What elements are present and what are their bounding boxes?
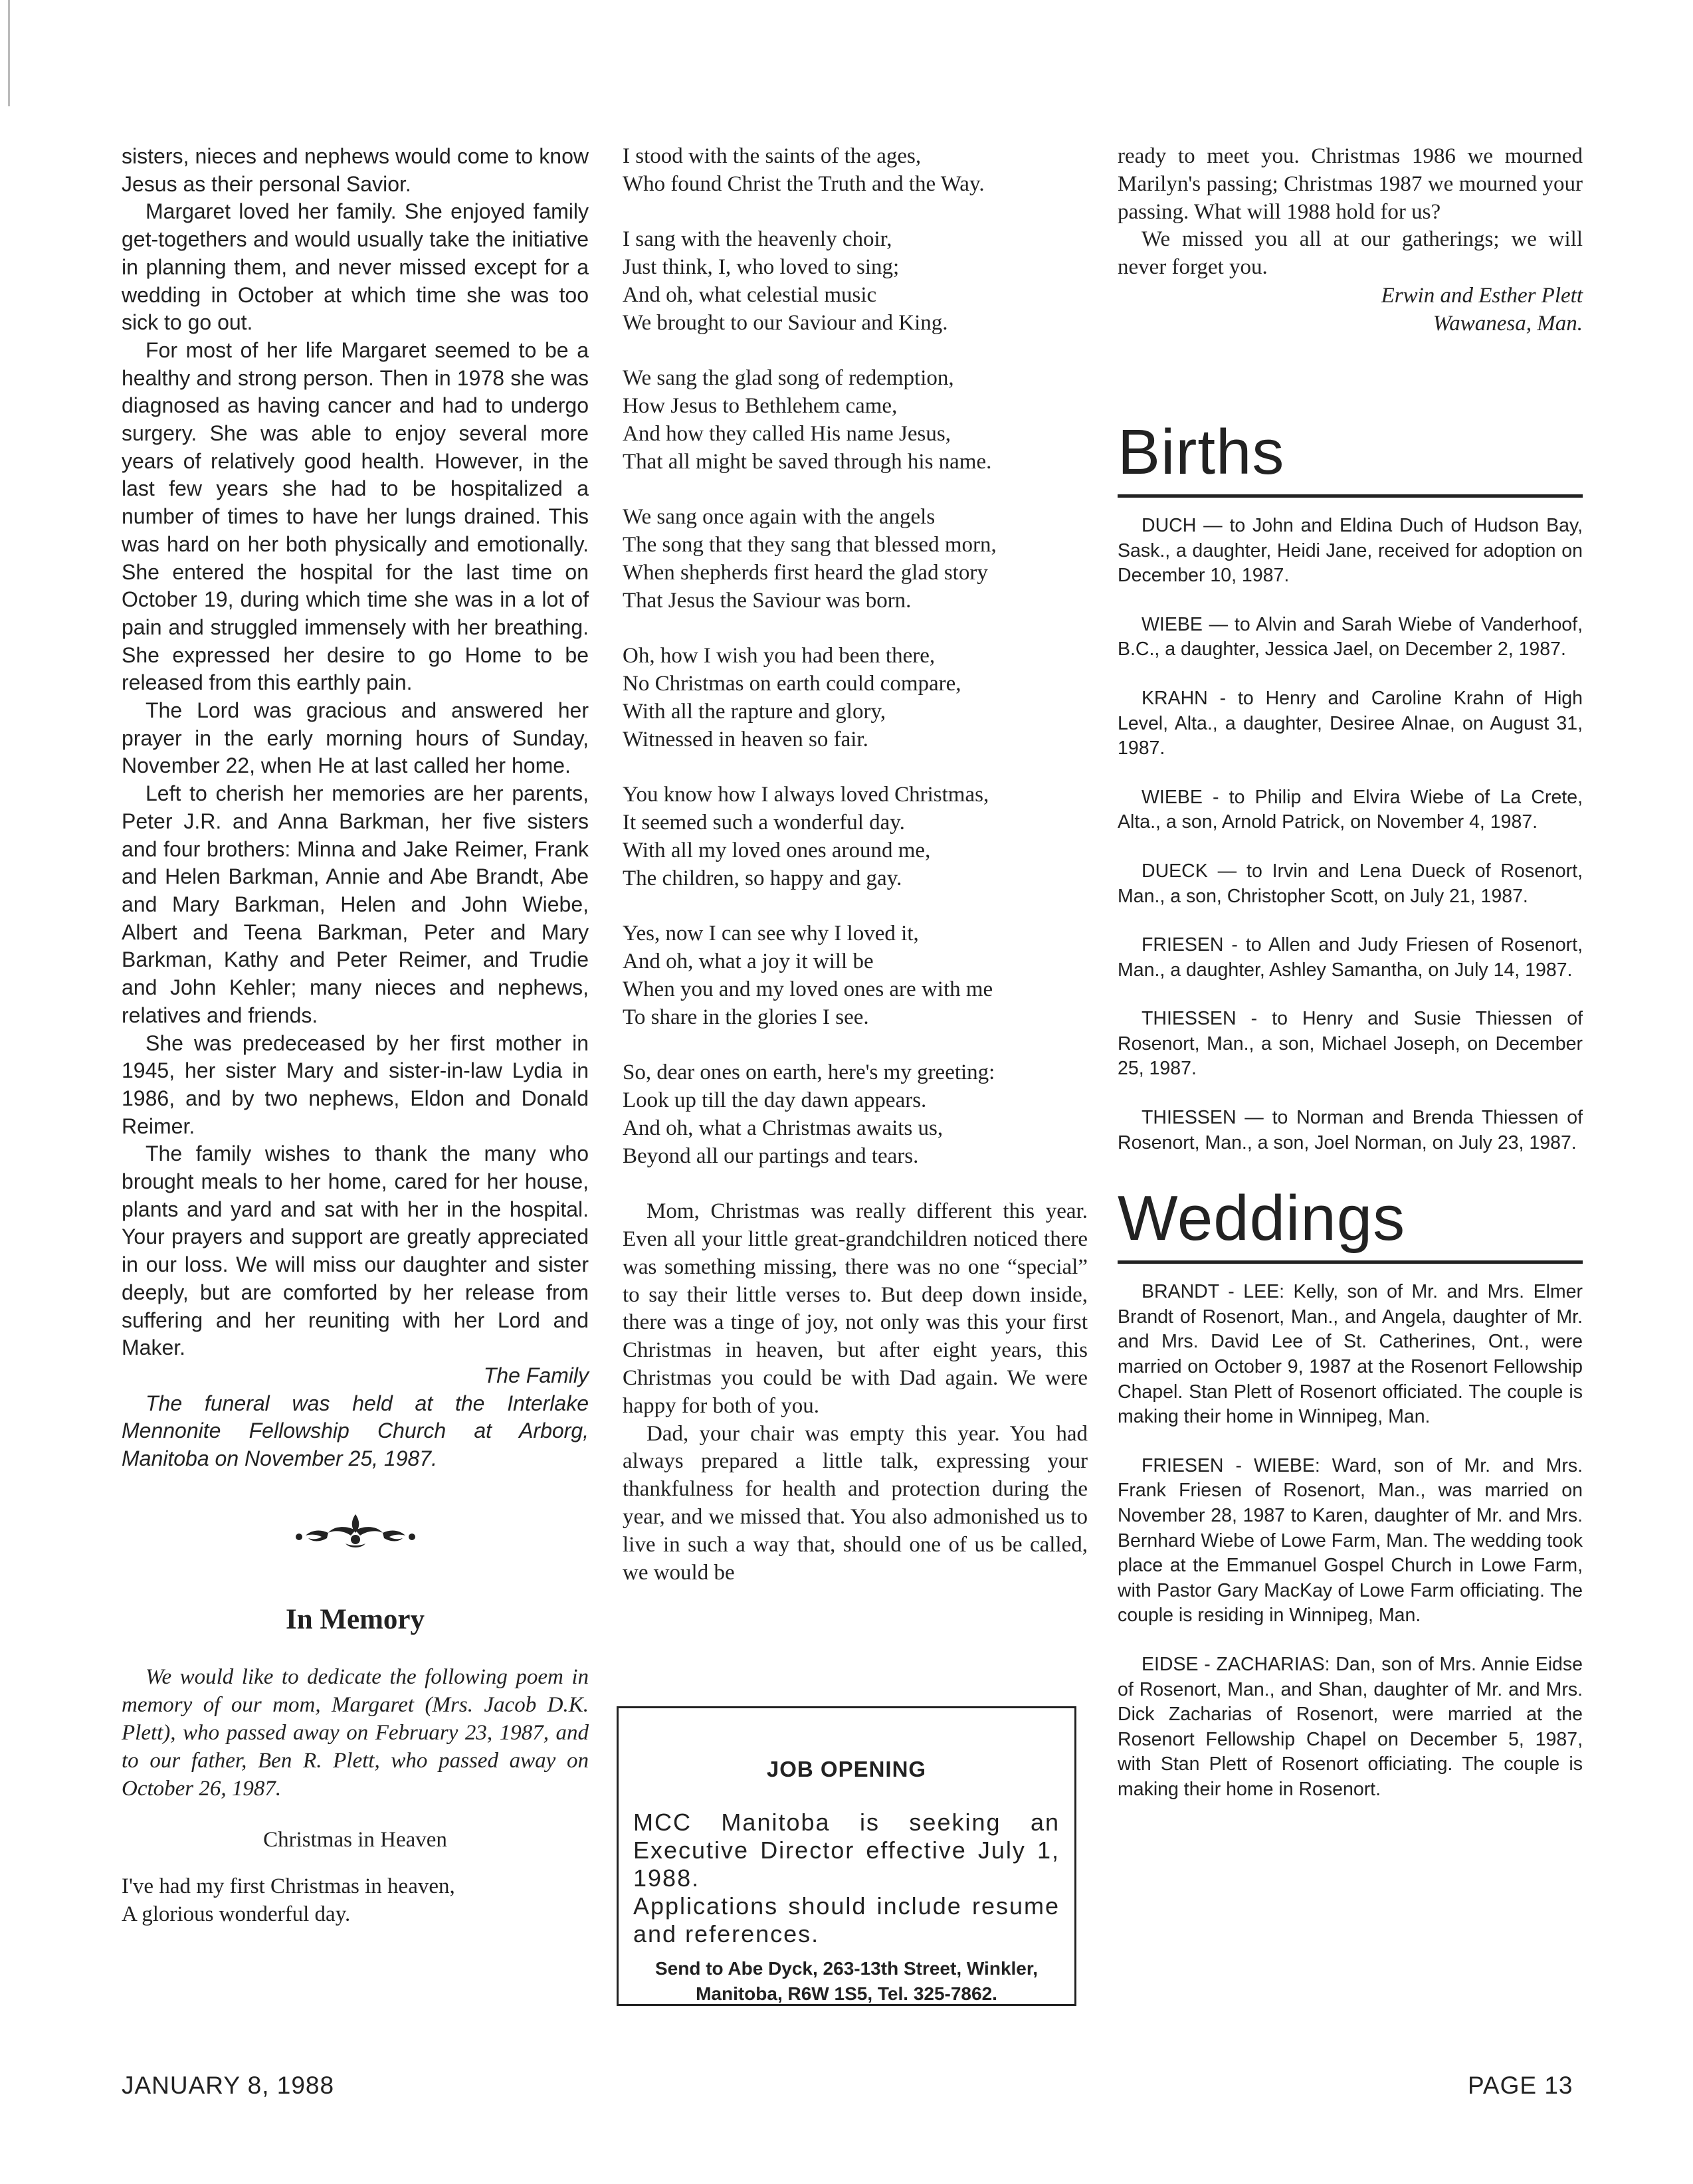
- poem-stanza: [623, 781, 1088, 892]
- birth-entry: THIESSEN - to Henry and Susie Thiessen of Rosenort, Man., a son, Michael Joseph, on December 25, 1987.: [1118, 1008, 1583, 1080]
- poem-line: You know how I always loved Christmas,: [623, 783, 989, 807]
- poem-line: It seemed such a wonderful day.: [623, 811, 905, 835]
- poem-line: We brought to our Saviour and King.: [623, 310, 948, 335]
- poem-line: And oh, what celestial music: [623, 282, 877, 307]
- letter-paragraph: Mom, Christmas was really different this year. Even all your little great-grandchildren noticed there was something missing, there was no one “special” to say their little verses to. But deep down inside, there was a tinge of joy, not only was this your first Christmas in heaven, but after eight years, this Christmas you could be with Dad again. We were happy for both of you.: [623, 1199, 1088, 1418]
- obituary-paragraph: She was predeceased by her first mother in 1945, her sister Mary and sister-in-law Lydia in 1986, and by two nephews, Eldon and Donald Reimer.: [122, 1031, 589, 1138]
- poem-line: How Jesus to Bethlehem came,: [623, 394, 898, 419]
- birth-entry: DUCH — to John and Eldina Duch of Hudson Bay, Sask., a daughter, Heidi Jane, received for adoption on December 10, 1987.: [1118, 514, 1583, 587]
- birth-entry: THIESSEN — to Norman and Brenda Thiessen of Rosenort, Man., a son, Joel Norman, on July 23, 1987.: [1118, 1107, 1583, 1153]
- poem-line: Just think, I, who loved to sing;: [623, 255, 900, 280]
- birth-entry: FRIESEN - to Allen and Judy Friesen of Rosenort, Man., a daughter, Ashley Samantha, on July 14, 1987.: [1118, 934, 1583, 981]
- poem-title: Christmas in Heaven: [263, 1828, 447, 1852]
- obituary-paragraph: sisters, nieces and nephews would come to know Jesus as their personal Savior.: [122, 144, 589, 196]
- poem-line: We sang once again with the angels: [623, 505, 936, 530]
- obituary-paragraph: Margaret loved her family. She enjoyed family get-togethers and would usually take the initiative in planning them, and never missed except for a wedding in October at which time she was too sick to go out.: [122, 199, 589, 335]
- wedding-entry: FRIESEN - WIEBE: Ward, son of Mr. and Mrs. Frank Friesen of Rosenort, Man., was married on November 28, 1987 to Karen, daughter of Mr. and Mrs. Bernhard Wiebe of Lowe Farm, Man. The wedding took place at the Emmanuel Gospel Church in Lowe Farm, with Pastor Gary MacKay of Lowe Farm officiating. The couple is residing in Winnipeg, Man.: [1118, 1454, 1583, 1627]
- funeral-note: The funeral was held at the Interlake Mennonite Fellowship Church at Arborg, Manitoba on November 25, 1987.: [122, 1391, 589, 1471]
- announcements-column: [1118, 143, 1583, 1827]
- obituary-paragraph: For most of her life Margaret seemed to be a healthy and strong person. Then in 1978 she was diagnosed as having cancer and had to undergo surgery. She was able to enjoy several more years of relatively good health. However, in the last few years she had to be hospitalized a number of times to have her lungs drained. This was hard on her both physically and emotionally. She entered the hospital for the last time on October 19, during which time she was in a lot of pain and struggled immensely with her breathing. She expressed her desire to go Home to be released from this earthly pain.: [122, 338, 589, 695]
- poem-line: Yes, now I can see why I loved it,: [623, 922, 919, 946]
- birth-entry: KRAHN - to Henry and Caroline Krahn of High Level, Alta., a daughter, Desiree Alnae, on August 31, 1987.: [1118, 687, 1583, 759]
- poem-line: I stood with the saints of the ages,: [623, 144, 922, 168]
- poem-line: No Christmas on earth could compare,: [623, 672, 961, 696]
- wedding-entry: EIDSE - ZACHARIAS: Dan, son of Mrs. Annie Eidse of Rosenort, Man., and Shan, daughter of Mr. and Mrs. Dick Zacharias of Rosenort, were married at the Rosenort Fellowship Chapel on December 5, 1987, with Stan Plett of Rosenort officiating. The couple is making their home in Rosenort.: [1118, 1653, 1583, 1800]
- obituary-paragraph: The family wishes to thank the many who brought meals to her home, cared for her house, plants and yard and sat with her in the hospital. Your prayers and support are greatly appreciated in our loss. We will miss our daughter and sister deeply, but are comforted by her release from suffering and her reuniting with her Lord and Maker.: [122, 1142, 589, 1360]
- poem-opening-stanza: [122, 1873, 589, 1929]
- ornament-icon: [294, 1510, 417, 1550]
- poem-stanza: [623, 143, 1088, 199]
- poem-line: With all the rapture and glory,: [623, 699, 886, 724]
- letter-paragraph: Dad, your chair was empty this year. You had always prepared a little talk, expressing your thankfulness for health and protection during the year, and we missed that. You also admonished us to live in such a way that, should one of us be called, we would be: [623, 1421, 1088, 1585]
- scan-margin-mark: [8, 0, 10, 106]
- poem-line: Beyond all our partings and tears.: [623, 1143, 919, 1168]
- letter-continued: We missed you all at our gatherings; we will never forget you.: [1118, 227, 1583, 280]
- poem-line: I sang with the heavenly choir,: [623, 227, 892, 252]
- birth-entry: DUECK — to Irvin and Lena Dueck of Rosenort, Man., a son, Christopher Scott, on July 21, 1987.: [1118, 860, 1583, 907]
- letter-signature-place: Wawanesa, Man.: [1433, 311, 1583, 336]
- obituary-paragraph: Left to cherish her memories are her parents, Peter J.R. and Anna Barkman, her five sisters and four brothers: Minna and Jake Reimer, Frank and Helen Barkman, Annie and Abe Brandt, Abe and Mary Barkman, Helen and John Wiebe, Albert and Teena Barkman, Peter and Mary Barkman, Kathy and Peter Reimer, and Trudie and John Kehler; many nieces and nephews, relatives and friends.: [122, 781, 589, 1027]
- wedding-entry: BRANDT - LEE: Kelly, son of Mr. and Mrs. Elmer Brandt of Rosenort, Man., and Angela, daughter of Mr. and Mrs. David Lee of St. Catherines, Ont., were married on October 9, 1987 at the Rosenort Fellowship Chapel. Stan Plett of Rosenort officiated. The couple is making their home in Winnipeg, Man.: [1118, 1281, 1583, 1428]
- poem-line: To share in the glories I see.: [623, 1005, 869, 1029]
- poem-line: I've had my first Christmas in heaven,: [122, 1874, 455, 1899]
- job-opening-body: [633, 1809, 1060, 1948]
- poem-line: The song that they sang that blessed morn,: [623, 533, 997, 557]
- birth-entry: WIEBE — to Alvin and Sarah Wiebe of Vanderhoof, B.C., a daughter, Jessica Jael, on December 2, 1987.: [1118, 613, 1583, 660]
- poem-stanza: [623, 643, 1088, 753]
- birth-entry: WIEBE - to Philip and Elvira Wiebe of La Crete, Alta., a son, Arnold Patrick, on November 4, 1987.: [1118, 786, 1583, 833]
- poem-line: When you and my loved ones are with me: [623, 977, 993, 1001]
- poem-line: And oh, what a joy it will be: [623, 949, 874, 974]
- obituary-column: [122, 143, 589, 1929]
- poem-line: That Jesus the Saviour was born.: [623, 588, 912, 613]
- in-memory-title: In Memory: [286, 1603, 425, 1635]
- poem-line: So, dear ones on earth, here's my greeting:: [623, 1060, 995, 1085]
- poem-line: And oh, what a Christmas awaits us,: [623, 1116, 944, 1140]
- job-opening-applications: Applications should include resume and references.: [633, 1892, 1060, 1947]
- poem-line: Witnessed in heaven so fair.: [623, 727, 868, 751]
- job-opening-title: JOB OPENING: [766, 1757, 927, 1781]
- poem-line: We sang the glad song of redemption,: [623, 366, 954, 391]
- births-rule: [1118, 494, 1583, 498]
- poem-line: When shepherds first heard the glad story: [623, 560, 988, 585]
- poem-line: Who found Christ the Truth and the Way.: [623, 171, 985, 196]
- job-opening-description: MCC Manitoba is seeking an Executive Director effective July 1, 1988.: [633, 1809, 1060, 1892]
- footer-date: JANUARY 8, 1988: [122, 2072, 335, 2099]
- poem-stanza: [623, 920, 1088, 1031]
- births-heading: Births: [1118, 416, 1285, 488]
- poem-line: Oh, how I wish you had been there,: [623, 644, 936, 668]
- poem-stanza: [623, 365, 1088, 476]
- letter-signature-names: Erwin and Esther Plett: [1381, 283, 1583, 308]
- job-opening-box: [617, 1706, 1076, 2006]
- job-opening-contact: Send to Abe Dyck, 263-13th Street, Winkler, Manitoba, R6W 1S5, Tel. 325-7862.: [654, 1958, 1038, 2004]
- poem-line: With all my loved ones around me,: [623, 838, 931, 862]
- obituary-paragraph: The Lord was gracious and answered her prayer in the early morning hours of Sunday, November 22, when He at last called her home.: [122, 698, 589, 778]
- page-number: PAGE 13: [1468, 2072, 1573, 2099]
- poem-line: That all might be saved through his name.: [623, 449, 992, 474]
- in-memory-dedication: We would like to dedicate the following poem in memory of our mom, Margaret (Mrs. Jacob D.K. Plett), who passed away on February 23, 1987, and to our father, Ben R. Plett, who passed away on October 26, 1987.: [122, 1665, 589, 1801]
- poem-line: Look up till the day dawn appears.: [623, 1088, 927, 1113]
- poem-line: A glorious wonderful day.: [122, 1902, 351, 1926]
- weddings-heading: Weddings: [1118, 1183, 1406, 1254]
- poem-line: And how they called His name Jesus,: [623, 421, 951, 446]
- poem-stanza: [623, 1059, 1088, 1170]
- poem-line: The children, so happy and gay.: [623, 866, 902, 890]
- poem-column: [623, 143, 1088, 1587]
- poem-stanza: [623, 226, 1088, 337]
- poem-stanza: [623, 504, 1088, 615]
- letter-continued: ready to meet you. Christmas 1986 we mourned Marilyn's passing; Christmas 1987 we mourned your passing. What will 1988 hold for us?: [1118, 144, 1583, 224]
- weddings-rule: [1118, 1260, 1583, 1264]
- obituary-signature: The Family: [483, 1363, 589, 1387]
